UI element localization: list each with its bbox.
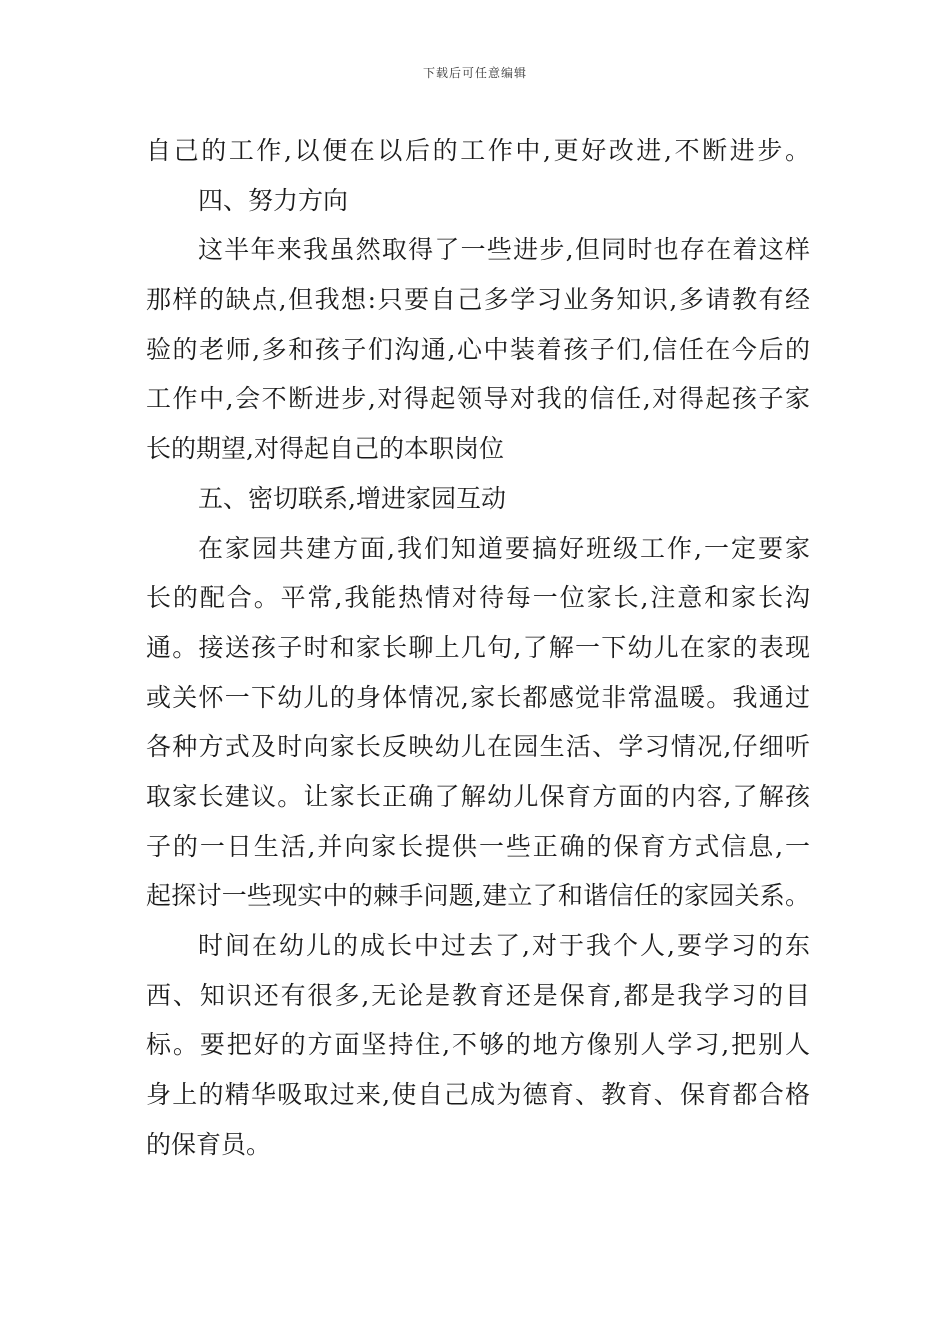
paragraph-line: 通。接送孩子时和家长聊上几句,了解一下幼儿在家的表现 [146, 632, 810, 662]
paragraph-line: 在家园共建方面,我们知道要搞好班级工作,一定要家 [198, 533, 810, 563]
paragraph-line: 西、知识还有很多,无论是教育还是保育,都是我学习的目 [146, 980, 810, 1010]
section-heading: 五、密切联系,增进家园互动 [198, 483, 506, 513]
paragraph-line: 长的期望,对得起自己的本职岗位 [146, 434, 504, 464]
paragraph-line: 标。要把好的方面坚持住,不够的地方像别人学习,把别人 [146, 1030, 810, 1060]
paragraph-line: 时间在幼儿的成长中过去了,对于我个人,要学习的东 [198, 931, 810, 960]
paragraph-line: 自己的工作,以便在以后的工作中,更好改进,不断进步。 [146, 136, 810, 165]
paragraph-line: 验的老师,多和孩子们沟通,心中装着孩子们,信任在今后的 [146, 334, 810, 364]
paragraph-line: 长的配合。平常,我能热情对待每一位家长,注意和家长沟 [146, 583, 810, 613]
paragraph-line: 或关怀一下幼儿的身体情况,家长都感觉非常温暖。我通过 [146, 682, 810, 712]
page-header-note: 下载后可任意编辑 [422, 66, 527, 80]
paragraph-line: 那样的缺点,但我想:只要自己多学习业务知识,多请教有经 [146, 285, 810, 315]
section-heading: 四、努力方向 [198, 185, 349, 215]
paragraph-line: 的保育员。 [146, 1129, 272, 1159]
paragraph-line: 起探讨一些现实中的棘手问题,建立了和谐信任的家园关系。 [146, 881, 810, 911]
paragraph-line: 工作中,会不断进步,对得起领导对我的信任,对得起孩子家 [146, 384, 810, 414]
paragraph-line: 各种方式及时向家长反映幼儿在园生活、学习情况,仔细听 [146, 732, 810, 762]
paragraph-line: 这半年来我虽然取得了一些进步,但同时也存在着这样 [198, 235, 810, 265]
document-body [146, 126, 810, 1169]
paragraph-line: 取家长建议。让家长正确了解幼儿保育方面的内容,了解孩 [146, 781, 810, 811]
paragraph-line: 身上的精华吸取过来,使自己成为德育、教育、保育都合格 [146, 1080, 810, 1110]
paragraph-line: 子的一日生活,并向家长提供一些正确的保育方式信息,一 [146, 831, 810, 861]
